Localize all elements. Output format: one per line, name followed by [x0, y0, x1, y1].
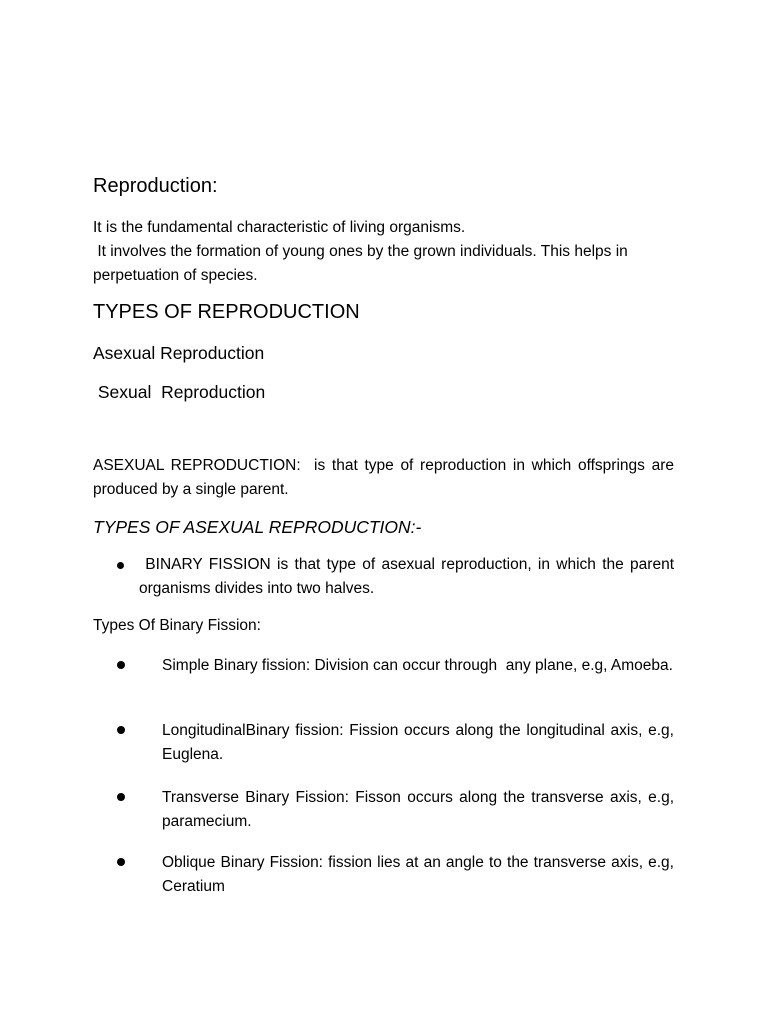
page-title: Reproduction: [93, 175, 218, 197]
asexual-types-heading: TYPES OF ASEXUAL REPRODUCTION:- [93, 517, 422, 537]
intro-paragraph [93, 216, 674, 288]
intro-line-2: It involves the formation of young ones by the grown individuals. This helps in perpetuation of species. [93, 243, 633, 284]
type-asexual: Asexual Reproduction [93, 343, 265, 363]
binary-type-transverse: Transverse Binary Fission: Fisson occurs along the transverse axis, e.g, paramecium. [162, 789, 679, 830]
bullet-icon [117, 850, 125, 874]
bullet-icon [117, 653, 125, 677]
binary-fission-item: BINARY FISSION is that type of asexual reproduction, in which the parent organisms divides into two halves. [139, 556, 679, 597]
bullet-icon [117, 785, 125, 809]
binary-type-oblique: Oblique Binary Fission: fission lies at an angle to the transverse axis, e.g, Ceratium [162, 854, 679, 895]
binary-type-simple: Simple Binary fission: Division can occur through any plane, e.g, Amoeba. [162, 657, 673, 674]
bullet-icon [117, 553, 124, 577]
binary-types-heading: Types Of Binary Fission: [93, 617, 261, 634]
intro-line-1: It is the fundamental characteristic of living organisms. [93, 219, 466, 236]
type-sexual: Sexual Reproduction [93, 382, 266, 402]
types-heading: TYPES OF REPRODUCTION [93, 301, 360, 323]
binary-type-longitudinal: LongitudinalBinary fission: Fission occurs along the longitudinal axis, e.g, Euglena. [162, 722, 679, 763]
asexual-definition: ASEXUAL REPRODUCTION: is that type of reproduction in which offsprings are produced by a single parent. [93, 457, 679, 498]
bullet-icon [117, 718, 125, 742]
